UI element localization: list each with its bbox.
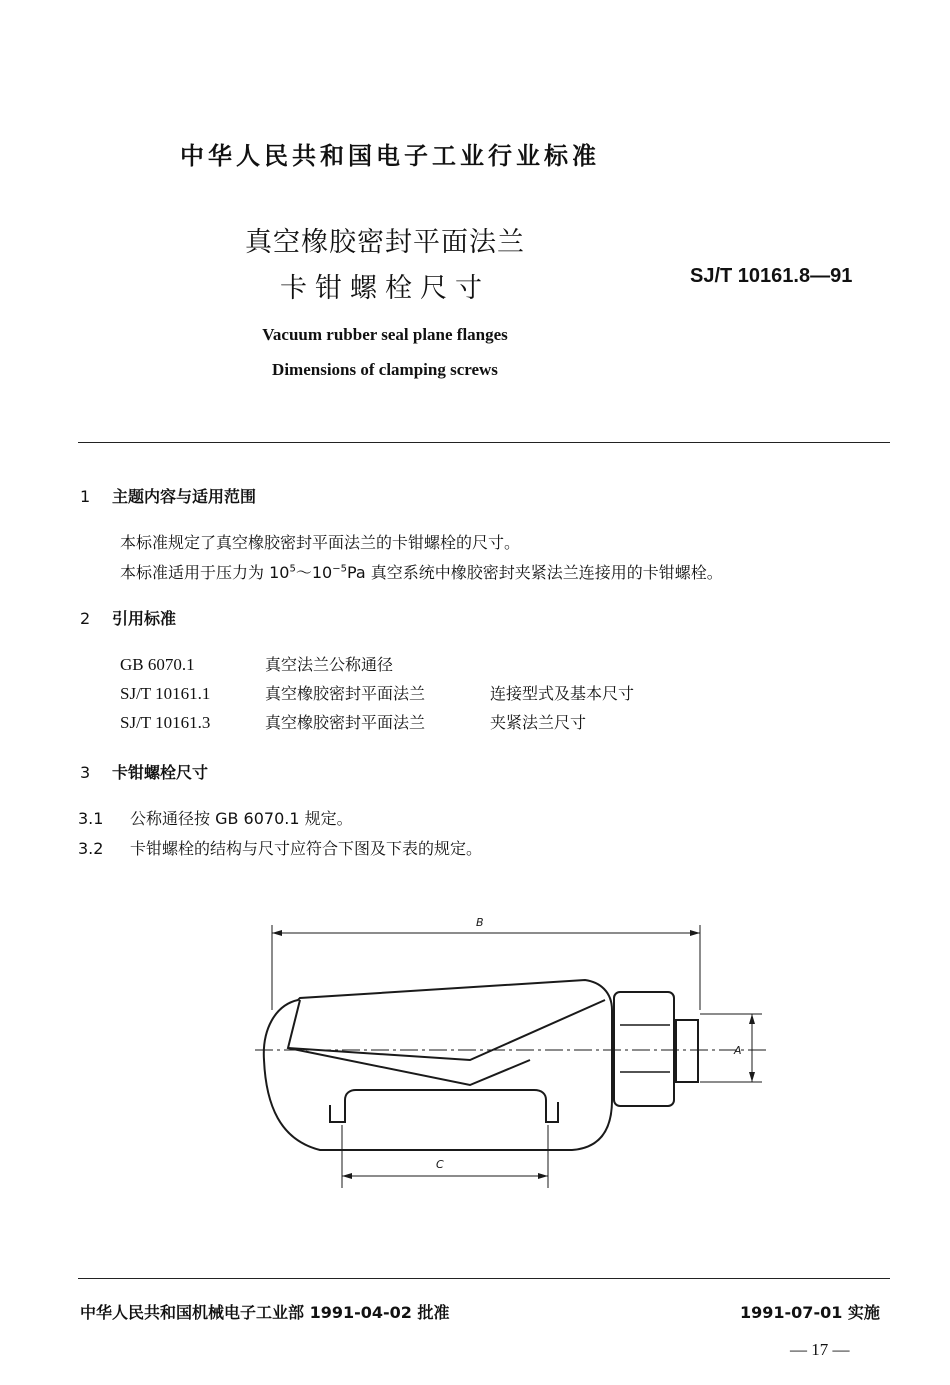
reference-title: 真空法兰公称通径 bbox=[265, 655, 394, 674]
wedge-line bbox=[288, 1048, 530, 1085]
section-title: 主题内容与适用范围 bbox=[112, 487, 257, 506]
section-title: 卡钳螺栓尺寸 bbox=[112, 763, 209, 782]
arrow-a-top bbox=[749, 1014, 755, 1024]
document-title-line1: 真空橡胶密封平面法兰 bbox=[245, 227, 525, 258]
section-1-paragraph-1: 本标准规定了真空橡胶密封平面法兰的卡钳螺栓的尺寸。 bbox=[120, 533, 521, 552]
reference-title: 真空橡胶密封平面法兰 bbox=[265, 684, 426, 703]
superscript: −5 bbox=[332, 563, 347, 575]
section-title: 引用标准 bbox=[112, 609, 177, 628]
standard-code: SJ/T 10161.8—91 bbox=[690, 265, 853, 287]
arrow-c-left bbox=[342, 1173, 352, 1179]
document-title-line2: 卡钳螺栓尺寸 bbox=[280, 273, 490, 304]
approval-statement: 中华人民共和国机械电子工业部 1991-04-02 批准 bbox=[80, 1303, 450, 1322]
para-text: Pa 真空系统中橡胶密封夹紧法兰连接用的卡钳螺栓。 bbox=[346, 563, 723, 582]
english-title-line1: Vacuum rubber seal plane flanges bbox=[262, 325, 508, 344]
reference-code: SJ/T 10161.1 bbox=[120, 684, 211, 703]
dimension-label-b: B bbox=[476, 916, 484, 929]
footer-divider bbox=[78, 1278, 890, 1279]
section-number: 3 bbox=[80, 763, 91, 782]
reference-subtitle: 夹紧法兰尺寸 bbox=[490, 713, 587, 732]
para-text: ～10 bbox=[295, 563, 333, 582]
para-text: 本标准适用于压力为 10 bbox=[120, 563, 290, 582]
reference-subtitle: 连接型式及基本尺寸 bbox=[490, 684, 635, 703]
page-number: — 17 — bbox=[790, 1340, 850, 1359]
arrow-b-right bbox=[690, 930, 700, 936]
reference-code: GB 6070.1 bbox=[120, 655, 195, 674]
section-number: 2 bbox=[80, 609, 91, 628]
clause-text: 卡钳螺栓的结构与尺寸应符合下图及下表的规定。 bbox=[130, 839, 483, 858]
clause-number: 3.2 bbox=[78, 839, 104, 858]
dimension-label-c: C bbox=[436, 1158, 444, 1171]
hex-nut bbox=[614, 992, 674, 1106]
arrow-c-right bbox=[538, 1173, 548, 1179]
dimension-label-a: A bbox=[734, 1044, 742, 1057]
section-number: 1 bbox=[80, 487, 91, 506]
arrow-a-bottom bbox=[749, 1072, 755, 1082]
clamp-body-outline bbox=[264, 980, 612, 1150]
clause-number: 3.1 bbox=[78, 809, 104, 828]
screw-thread bbox=[676, 1020, 698, 1082]
org-title: 中华人民共和国电子工业行业标准 bbox=[180, 142, 600, 170]
implementation-date: 1991-07-01 实施 bbox=[740, 1303, 880, 1322]
upper-jaw bbox=[288, 1000, 605, 1060]
superscript: 5 bbox=[289, 563, 296, 575]
lower-jaw-recess bbox=[330, 1090, 558, 1122]
clause-text: 公称通径按 GB 6070.1 规定。 bbox=[130, 809, 353, 828]
reference-title: 真空橡胶密封平面法兰 bbox=[265, 713, 426, 732]
reference-code: SJ/T 10161.3 bbox=[120, 713, 211, 732]
english-title-line2: Dimensions of clamping screws bbox=[272, 360, 498, 379]
arrow-b-left bbox=[272, 930, 282, 936]
